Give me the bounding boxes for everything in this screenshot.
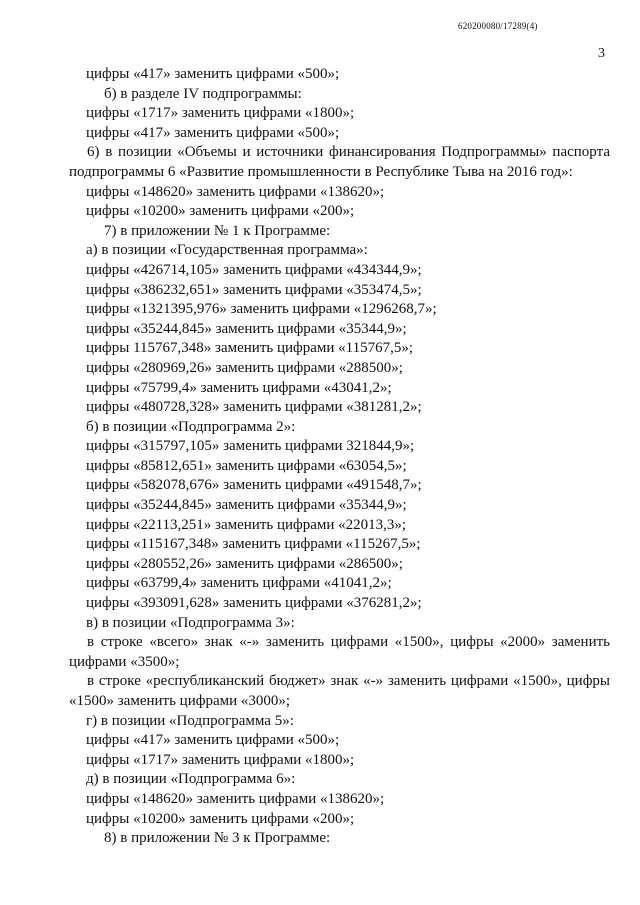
text-line: цифры «417» заменить цифрами «500»; bbox=[86, 124, 340, 141]
page-number: 3 bbox=[598, 46, 605, 61]
text-line: цифры 115767,348» заменить цифрами «115767,5»; bbox=[86, 340, 414, 357]
text-line: цифры «1321395,976» заменить цифрами «1296268,7»; bbox=[86, 301, 437, 318]
text-line: цифры «280552,26» заменить цифрами «286500»; bbox=[86, 555, 403, 572]
text-line: г) в позиции «Подпрограмма 5»: bbox=[86, 712, 294, 729]
text-line: б) в разделе IV подпрограммы: bbox=[104, 85, 302, 102]
text-line: 7) в приложении № 1 к Программе: bbox=[104, 222, 331, 239]
text-line: цифры «35244,845» заменить цифрами «35344,9»; bbox=[86, 497, 407, 514]
text-line: цифры «35244,845» заменить цифрами «35344,9»; bbox=[86, 320, 407, 337]
text-line: цифры «315797,105» заменить цифрами 321844,9»; bbox=[86, 438, 415, 455]
text-line: цифры «417» заменить цифрами «500»; bbox=[86, 66, 340, 82]
text-line: в) в позиции «Подпрограмма 3»: bbox=[86, 614, 295, 631]
text-line: цифры «426714,105» заменить цифрами «434344,9»; bbox=[86, 261, 422, 278]
text-line: б) в позиции «Подпрограмма 2»: bbox=[86, 418, 296, 435]
text-line: цифры «10200» заменить цифрами «200»; bbox=[86, 203, 355, 220]
paragraph: в строке «республиканский бюджет» знак «-» заменить цифрами «1500», цифры «1500» заменить цифрами «3000»; bbox=[69, 673, 610, 709]
text-line: цифры «393091,628» заменить цифрами «376281,2»; bbox=[86, 595, 422, 612]
text-line: цифры «148620» заменить цифрами «138620»; bbox=[86, 183, 385, 200]
text-line: цифры «480728,328» заменить цифрами «381281,2»; bbox=[86, 399, 422, 416]
document-id: 620200080/17289(4) bbox=[458, 21, 538, 31]
text-line: цифры «115167,348» заменить цифрами «115267,5»; bbox=[86, 536, 421, 553]
text-line: цифры «1717» заменить цифрами «1800»; bbox=[86, 751, 355, 768]
text-line: цифры «386232,651» заменить цифрами «353474,5»; bbox=[86, 281, 422, 298]
paragraph: 6) в позиции «Объемы и источники финансирования Подпрограммы» паспорта подпрограммы 6 «Развитие промышленности в Республике Тыва на 2016 год»: bbox=[69, 144, 610, 180]
document-body bbox=[69, 65, 610, 849]
text-line: цифры «280969,26» заменить цифрами «288500»; bbox=[86, 359, 403, 376]
text-line: цифры «22113,251» заменить цифрами «22013,3»; bbox=[86, 516, 407, 533]
text-line: цифры «75799,4» заменить цифрами «43041,2»; bbox=[86, 379, 392, 396]
text-line: цифры «1717» заменить цифрами «1800»; bbox=[86, 105, 355, 122]
paragraph: в строке «всего» знак «-» заменить цифрами «1500», цифры «2000» заменить цифрами «3500»; bbox=[69, 634, 610, 670]
text-line: д) в позиции «Подпрограмма 6»: bbox=[86, 771, 296, 788]
text-line: а) в позиции «Государственная программа»: bbox=[86, 242, 368, 259]
text-line: цифры «10200» заменить цифрами «200»; bbox=[86, 810, 355, 827]
text-line: цифры «63799,4» заменить цифрами «41041,2»; bbox=[86, 575, 392, 592]
text-line: цифры «148620» заменить цифрами «138620»; bbox=[86, 790, 385, 807]
text-line: цифры «582078,676» заменить цифрами «491548,7»; bbox=[86, 477, 422, 494]
text-line: цифры «417» заменить цифрами «500»; bbox=[86, 732, 340, 749]
text-line: цифры «85812,651» заменить цифрами «63054,5»; bbox=[86, 457, 407, 474]
text-line: 8) в приложении № 3 к Программе: bbox=[104, 830, 331, 847]
